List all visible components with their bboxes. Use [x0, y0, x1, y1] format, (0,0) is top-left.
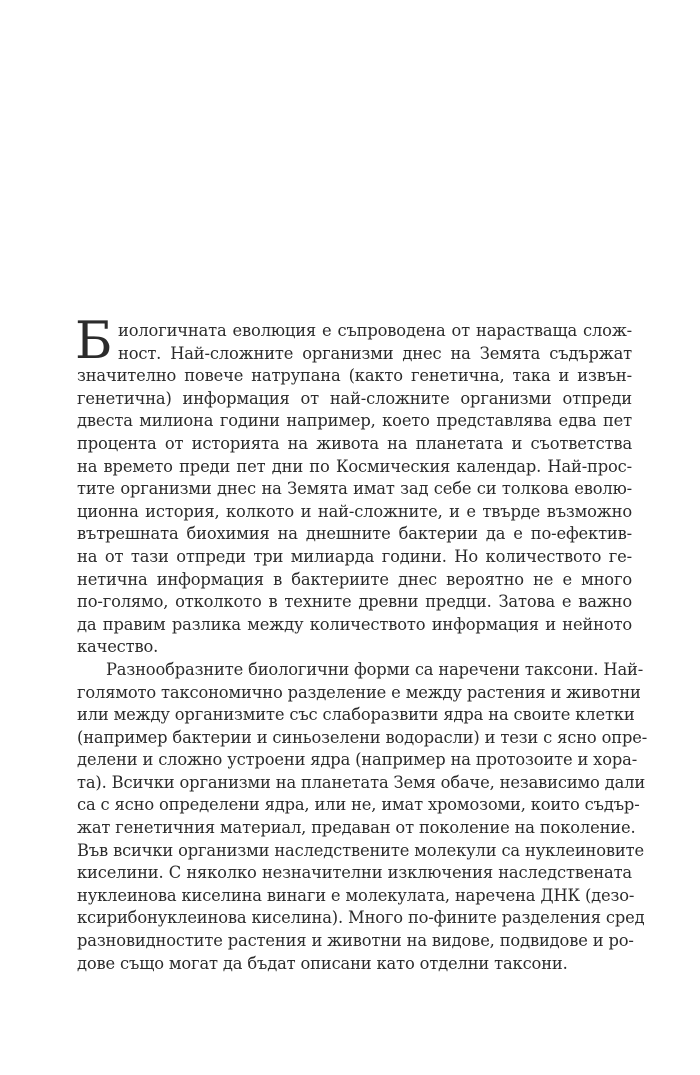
- text-line: качество.: [77, 637, 159, 657]
- text-line: та). Всички организми на планетата Земя обаче, независимо дали: [77, 772, 646, 792]
- text-line: нуклеинова киселина винаги е молекулата, наречена ДНК (дезо-: [77, 885, 635, 905]
- text-line: значително повече натрупана (както генетична, така и извън-: [77, 366, 632, 386]
- text-line: двеста милиона години например, което представлява едва пет: [77, 411, 632, 431]
- text-line: (например бактерии и синьозелени водорасли) и тези с ясно опре-: [77, 727, 648, 747]
- text-line: разновидностите растения и животни на видове, подвидове и ро-: [77, 931, 634, 951]
- text-line: Във всички организми наследствените молекули са нуклеиновите: [77, 840, 644, 860]
- text-line: иологичната еволюция е съпроводена от нарастваща слож-: [118, 321, 632, 340]
- text-line: са с ясно определени ядра, или не, имат хромозоми, които съдър-: [77, 795, 640, 815]
- body-text: [75, 312, 648, 975]
- paragraph-1: [75, 312, 632, 659]
- paragraph-2: [77, 659, 648, 975]
- text-line: ност. Най-сложните организми днес на Земята съдържат: [118, 343, 632, 363]
- text-line: или между организмите със слаборазвити ядра на своите клетки: [77, 705, 635, 725]
- drop-cap: Б: [75, 312, 113, 371]
- text-line: ксирибонуклеинова киселина). Много по-фините разделения сред: [77, 908, 645, 928]
- text-line: Разнообразните биологични форми са наречени таксони. Най-: [106, 659, 644, 679]
- text-line: жат генетичния материал, предаван от поколение на поколение.: [77, 818, 636, 838]
- text-line: голямото таксономично разделение е между растения и животни: [77, 682, 641, 702]
- text-line: генетична) информация от най-сложните организми отпреди: [77, 388, 632, 408]
- text-line: процента от историята на живота на планетата и съответства: [77, 433, 632, 453]
- text-line: дове също могат да бъдат описани като отделни таксони.: [77, 953, 568, 973]
- text-line: на от тази отпреди три милиарда години. Но количеството ге-: [77, 546, 632, 566]
- text-line: да правим разлика между количеството информация и нейното: [77, 614, 632, 634]
- text-line: киселини. С няколко незначителни изключения наследствената: [77, 863, 632, 883]
- text-line: по-голямо, отколкото в техните древни предци. Затова е важно: [77, 592, 632, 612]
- text-line: ционна история, колкото и най-сложните, и е твърде възможно: [77, 501, 632, 521]
- text-line: делени и сложно устроени ядра (например на протозоите и хора-: [77, 750, 638, 770]
- text-line: на времето преди пет дни по Космическия календар. Най-прос-: [77, 456, 632, 476]
- text-line: вътрешната биохимия на днешните бактерии да е по-ефектив-: [77, 524, 632, 544]
- text-line: тите организми днес на Земята имат зад себе си толкова еволю-: [77, 479, 632, 499]
- text-line: нетична информация в бактериите днес вероятно не е много: [77, 569, 632, 589]
